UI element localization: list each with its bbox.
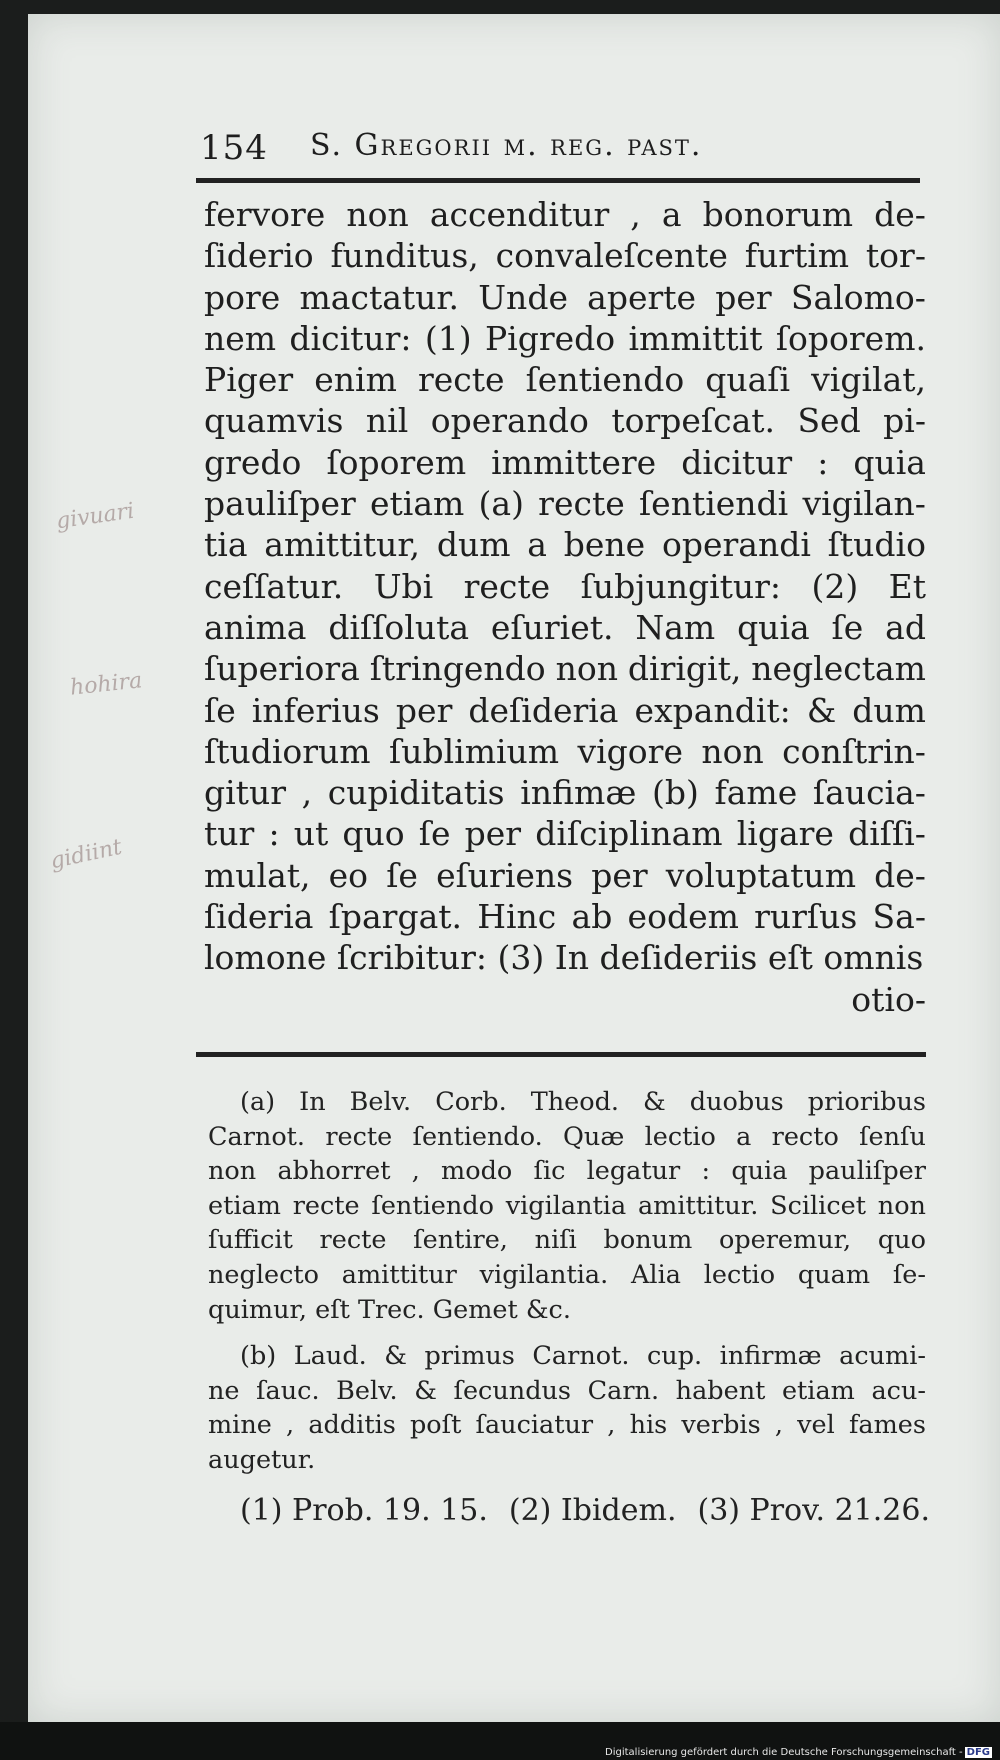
marginal-note: gidiint: [48, 834, 125, 875]
marginal-note: givuari: [54, 498, 136, 535]
header-rule: [196, 178, 920, 183]
text-line: fervore non accenditur , a bonorum de-: [204, 195, 926, 234]
text-line: mulat, eo ſe eſuriens per voluptatum de-: [204, 855, 926, 895]
text-line: otio-: [851, 979, 926, 1019]
credit-text: Digitalisierung gefördert durch die Deutsche Forschungsgemeinschaft -: [605, 1747, 963, 1758]
text-line: gitur , cupiditatis infimæ (b) fame ſaucia-: [204, 773, 926, 813]
dfg-logo: DFG: [966, 1747, 990, 1758]
footnote-line: neglecto amittitur vigilantia. Alia lectio quam ſe-: [208, 1259, 926, 1290]
digitization-credit: [605, 1747, 992, 1758]
text-line: gredo ſoporem immittere dicitur : quia: [204, 442, 926, 482]
scripture-references: [240, 1493, 930, 1528]
text-line: tia amittitur, dum a bene operandi ſtudio: [204, 525, 926, 565]
text-line: pauliſper etiam (a) recte ſentiendi vigilan-: [204, 484, 926, 524]
footnote-line: augetur.: [208, 1444, 316, 1475]
footer-bar: [0, 1722, 1000, 1760]
footnote-a: [208, 1085, 926, 1327]
text-line: ſideria ſpargat. Hinc ab eodem rurſus Sa-: [204, 897, 926, 937]
reference-2: (2) Ibidem.: [508, 1493, 677, 1528]
text-line: pore mactatur. Unde aperte per Salomo-: [204, 277, 926, 317]
footnote-line: ſufficit recte ſentire, niſi bonum operemur, quo: [208, 1225, 926, 1256]
footnote-line: quimur, eſt Trec. Gemet &c.: [208, 1294, 571, 1325]
running-title: S. Gregorii m. reg. past.: [310, 128, 703, 163]
footnote-b: [208, 1339, 926, 1477]
footnote-line: (a) In Belv. Corb. Theod. & duobus prioribus: [240, 1087, 926, 1117]
marginal-note: hohira: [68, 668, 144, 701]
footnote-line: ne ſauc. Belv. & ſecundus Carn. habent etiam acu-: [208, 1375, 926, 1406]
footnote-line: etiam recte ſentiendo vigilantia amittitur. Scilicet non: [208, 1190, 926, 1221]
footnote-line: non abhorret , modo ſic legatur : quia pauliſper: [208, 1156, 926, 1187]
text-line: ſuperiora ſtringendo non dirigit, neglectam: [204, 649, 926, 689]
footnote-line: Carnot. recte ſentiendo. Quæ lectio a recto ſenſu: [208, 1121, 926, 1152]
text-line: Piger enim recte ſentiendo quaſi vigilat,: [204, 360, 926, 400]
reference-3: (3) Prov. 21.26.: [697, 1493, 930, 1528]
text-line: anima diſſoluta eſuriet. Nam quia ſe ad: [204, 607, 926, 647]
text-line: ſiderio funditus, convaleſcente furtim tor-: [204, 236, 926, 276]
text-line: ſtudiorum ſublimium vigore non conſtrin-: [204, 731, 926, 771]
reference-1: (1) Prob. 19. 15.: [240, 1493, 488, 1528]
footnotes: [208, 1085, 926, 1478]
running-header: [200, 128, 920, 178]
text-line: ſe inferius per deſideria expandit: & dum: [204, 690, 926, 730]
text-line: nem dicitur: (1) Pigredo immittit ſoporem.: [204, 318, 926, 358]
text-line: lomone ſcribitur: (3) In deſideriis eſt omnis: [204, 938, 924, 978]
text-line: quamvis nil operando torpeſcat. Sed pi-: [204, 401, 926, 441]
page-number: 154: [200, 128, 268, 168]
text-line: tur : ut quo ſe per diſciplinam ligare diſſi-: [204, 814, 926, 854]
text-line: ceſſatur. Ubi recte ſubjungitur: (2) Et: [204, 566, 926, 606]
main-text: [204, 194, 926, 1020]
footnote-line: (b) Laud. & primus Carnot. cup. infirmæ acumi-: [240, 1341, 926, 1372]
footnote-rule: [196, 1052, 926, 1057]
footnote-line: mine , additis poſt ſauciatur , his verbis , vel fames: [208, 1410, 926, 1441]
